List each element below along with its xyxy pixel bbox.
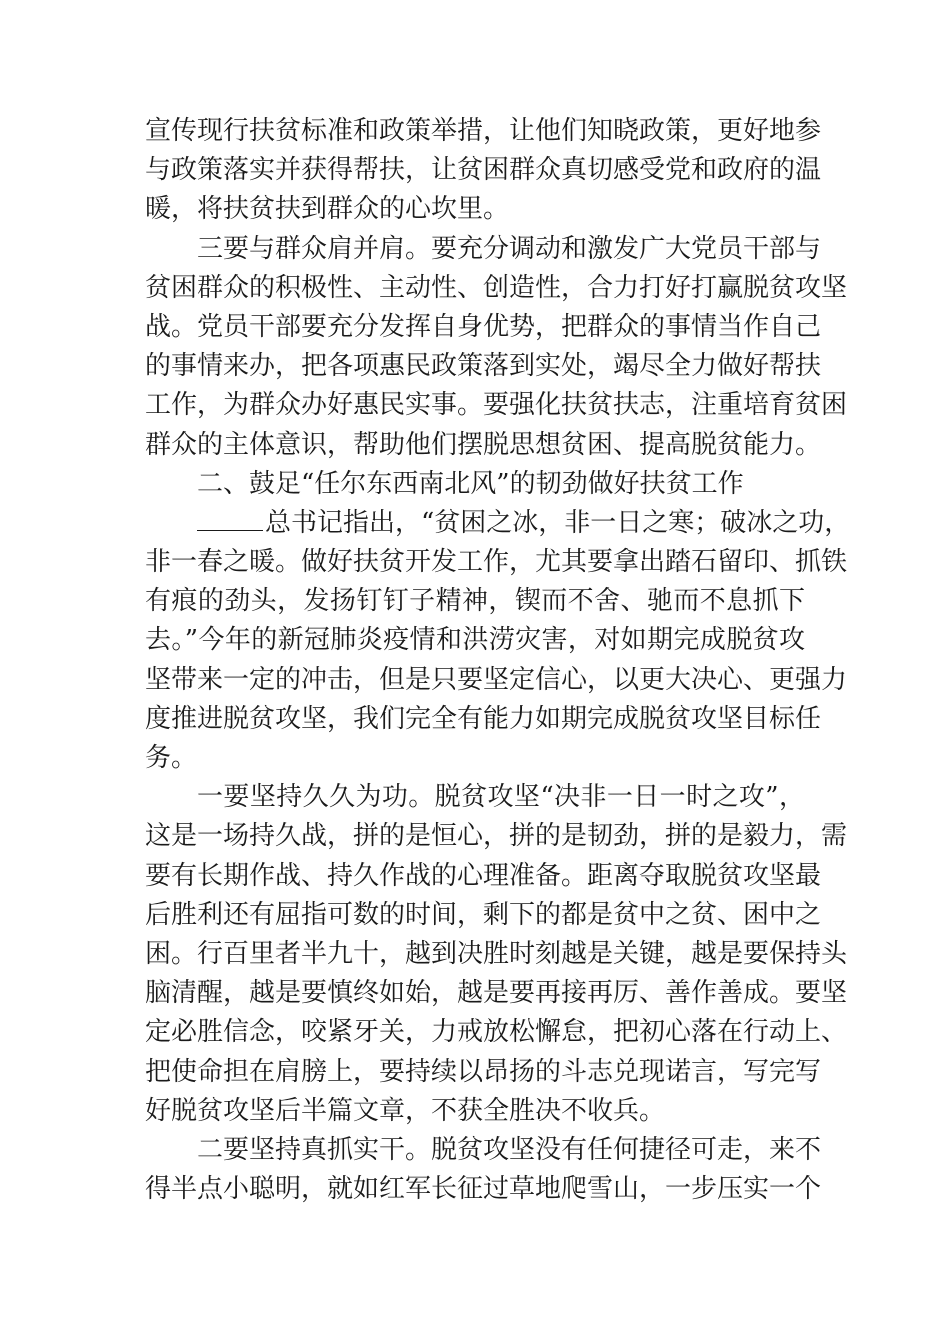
text-line: 与政策落实并获得帮扶，让贫困群众真切感受党和政府的温	[145, 155, 822, 186]
text-line: 好脱贫攻坚后半篇文章，不获全胜决不收兵。	[145, 1095, 666, 1126]
text-line: 后胜利还有屈指可数的时间，剩下的都是贫中之贫、困中之	[145, 899, 822, 930]
text-line: 定必胜信念，咬紧牙关，力戒放松懈怠，把初心落在行动上、	[145, 1017, 848, 1048]
text-line: 一要坚持久久为功。脱贫攻坚“决非一日一时之攻”，	[197, 782, 805, 813]
text-line: 得半点小聪明，就如红军长征过草地爬雪山，一步压实一个	[145, 1174, 822, 1205]
text-line: 脑清醒，越是要慎终如始，越是要再接再厉、善作善成。要坚	[145, 978, 848, 1009]
blank-underline	[197, 508, 263, 531]
text-line: 要有长期作战、持久作战的心理准备。距离夺取脱贫攻坚最	[145, 860, 822, 891]
text-line	[145, 504, 851, 543]
text-line: 有痕的劲头，发扬钉钉子精神，锲而不舍、驰而不息抓下	[145, 586, 805, 617]
text-line: 去。”今年的新冠肺炎疫情和洪涝灾害，对如期完成脱贫攻	[145, 625, 805, 656]
text-line: 群众的主体意识，帮助他们摆脱思想贫困、提高脱贫能力。	[145, 429, 822, 460]
paragraph	[145, 504, 851, 778]
paragraph	[145, 230, 848, 465]
text-line: 工作，为群众办好惠民实事。要强化扶贫扶志，注重培育贫困	[145, 390, 848, 421]
text-line: 度推进脱贫攻坚，我们完全有能力如期完成脱贫攻坚目标任	[145, 703, 822, 734]
text-line: 三要与群众肩并肩。要充分调动和激发广大党员干部与	[197, 233, 822, 264]
paragraph	[145, 1131, 822, 1209]
text-line-content: 总书记指出，“贫困之冰，非一日之寒；破冰之功，	[265, 507, 851, 538]
paragraph	[145, 112, 822, 230]
heading-line: 二、鼓足“任尔东西南北风”的韧劲做好扶贫工作	[197, 468, 744, 499]
text-line: 的事情来办，把各项惠民政策落到实处，竭尽全力做好帮扶	[145, 351, 822, 382]
text-line: 坚带来一定的冲击，但是只要坚定信心，以更大决心、更强力	[145, 664, 848, 695]
text-line: 暖，将扶贫扶到群众的心坎里。	[145, 194, 510, 225]
text-line: 务。	[145, 743, 198, 773]
text-line: 这是一场持久战，拼的是恒心，拼的是韧劲，拼的是毅力，需	[145, 821, 848, 852]
text-line: 宣传现行扶贫标准和政策举措，让他们知晓政策，更好地参	[145, 116, 822, 146]
text-line: 把使命担在肩膀上，要持续以昂扬的斗志兑现诺言，写完写	[145, 1056, 822, 1087]
text-line: 战。党员干部要充分发挥自身优势，把群众的事情当作自己	[145, 311, 822, 342]
document-body	[145, 112, 851, 1209]
text-line: 非一春之暖。做好扶贫开发工作，尤其要拿出踏石留印、抓铁	[145, 547, 848, 578]
text-line: 贫困群众的积极性、主动性、创造性，合力打好打赢脱贫攻坚	[145, 272, 848, 303]
text-line: 困。行百里者半九十，越到决胜时刻越是关键，越是要保持头	[145, 938, 848, 969]
paragraph	[145, 778, 848, 1131]
text-line: 二要坚持真抓实干。脱贫攻坚没有任何捷径可走，来不	[197, 1134, 822, 1165]
section-heading	[145, 465, 805, 504]
